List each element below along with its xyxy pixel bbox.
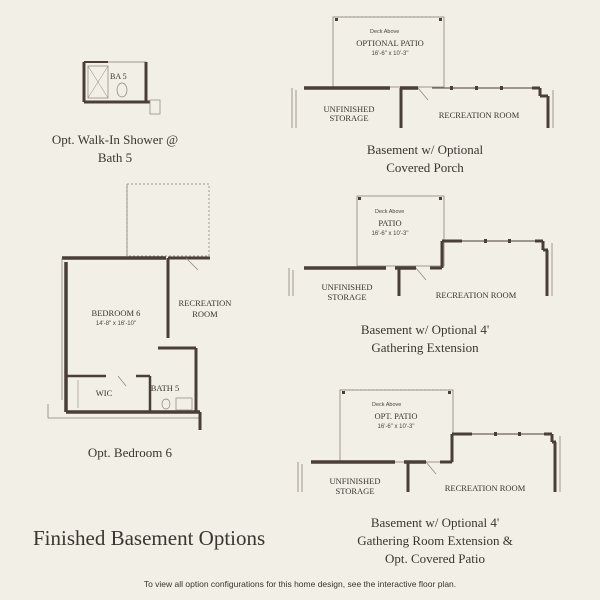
gathering-unfinished-line1: UNFINISHED [321,282,373,292]
porch-unfinished-line2: STORAGE [329,113,369,123]
bedroom-caption [40,444,220,462]
bedroom-label: BEDROOM 6 [91,308,141,318]
walkin-room-label: BA 5 [110,72,127,81]
combo-unfinished-line1: UNFINISHED [329,476,381,486]
porch-deck-label: Deck Above [370,29,400,35]
walkin-shower-plan [84,62,160,114]
combo-caption [325,514,545,568]
combo-recreation-label: RECREATION ROOM [444,483,526,493]
footer-note: To view all option configurations for this home design, see the interactive floor plan. [143,579,457,589]
gathering-extension-plan [289,196,552,302]
covered-porch-plan [292,17,553,128]
recreation-label-line1: RECREATION [178,298,232,308]
gathering-deck-label: Deck Above [375,209,405,215]
porch-recreation-label: RECREATION ROOM [438,110,520,120]
bath-label: BATH 5 [150,383,180,393]
gathering-unfinished-line2: STORAGE [327,292,367,302]
walkin-caption [30,131,200,167]
porch-patio-dimensions: 16'-6" x 10'-3" [371,51,409,57]
walkin-caption-line1: Opt. Walk-In Shower @ [51,132,179,147]
walkin-caption-line2: Bath 5 [97,150,133,165]
bedroom-dimensions: 14'-8" x 16'-10" [95,321,137,327]
gathering-patio-label: PATIO [378,218,402,228]
porch-unfinished-line1: UNFINISHED [323,104,375,114]
recreation-label-line2: ROOM [192,309,218,319]
gathering-caption-line1: Basement w/ Optional 4' [360,322,490,337]
bedroom-caption-line1: Opt. Bedroom 6 [87,445,173,460]
porch-patio-label: OPTIONAL PATIO [356,38,424,48]
combo-patio-dimensions: 16'-6" x 10'-3" [377,424,415,430]
bedroom-6-plan [48,184,231,430]
porch-caption-line2: Covered Porch [386,160,464,175]
porch-caption [330,141,520,177]
gathering-caption-line2: Gathering Extension [371,340,479,355]
combo-extension-patio-plan [298,390,560,496]
gathering-caption [320,321,530,357]
porch-caption-line1: Basement w/ Optional [366,142,484,157]
combo-caption-line3: Opt. Covered Patio [384,551,485,566]
page-title: Finished Basement Options [33,526,266,550]
combo-deck-label: Deck Above [372,402,402,408]
wic-label: WIC [95,388,113,398]
gathering-recreation-label: RECREATION ROOM [435,290,517,300]
combo-patio-label: OPT. PATIO [374,411,418,421]
combo-caption-line1: Basement w/ Optional 4' [370,515,500,530]
combo-caption-line2: Gathering Room Extension & [357,533,513,548]
combo-unfinished-line2: STORAGE [335,486,375,496]
gathering-patio-dimensions: 16'-6" x 10'-3" [371,231,409,237]
